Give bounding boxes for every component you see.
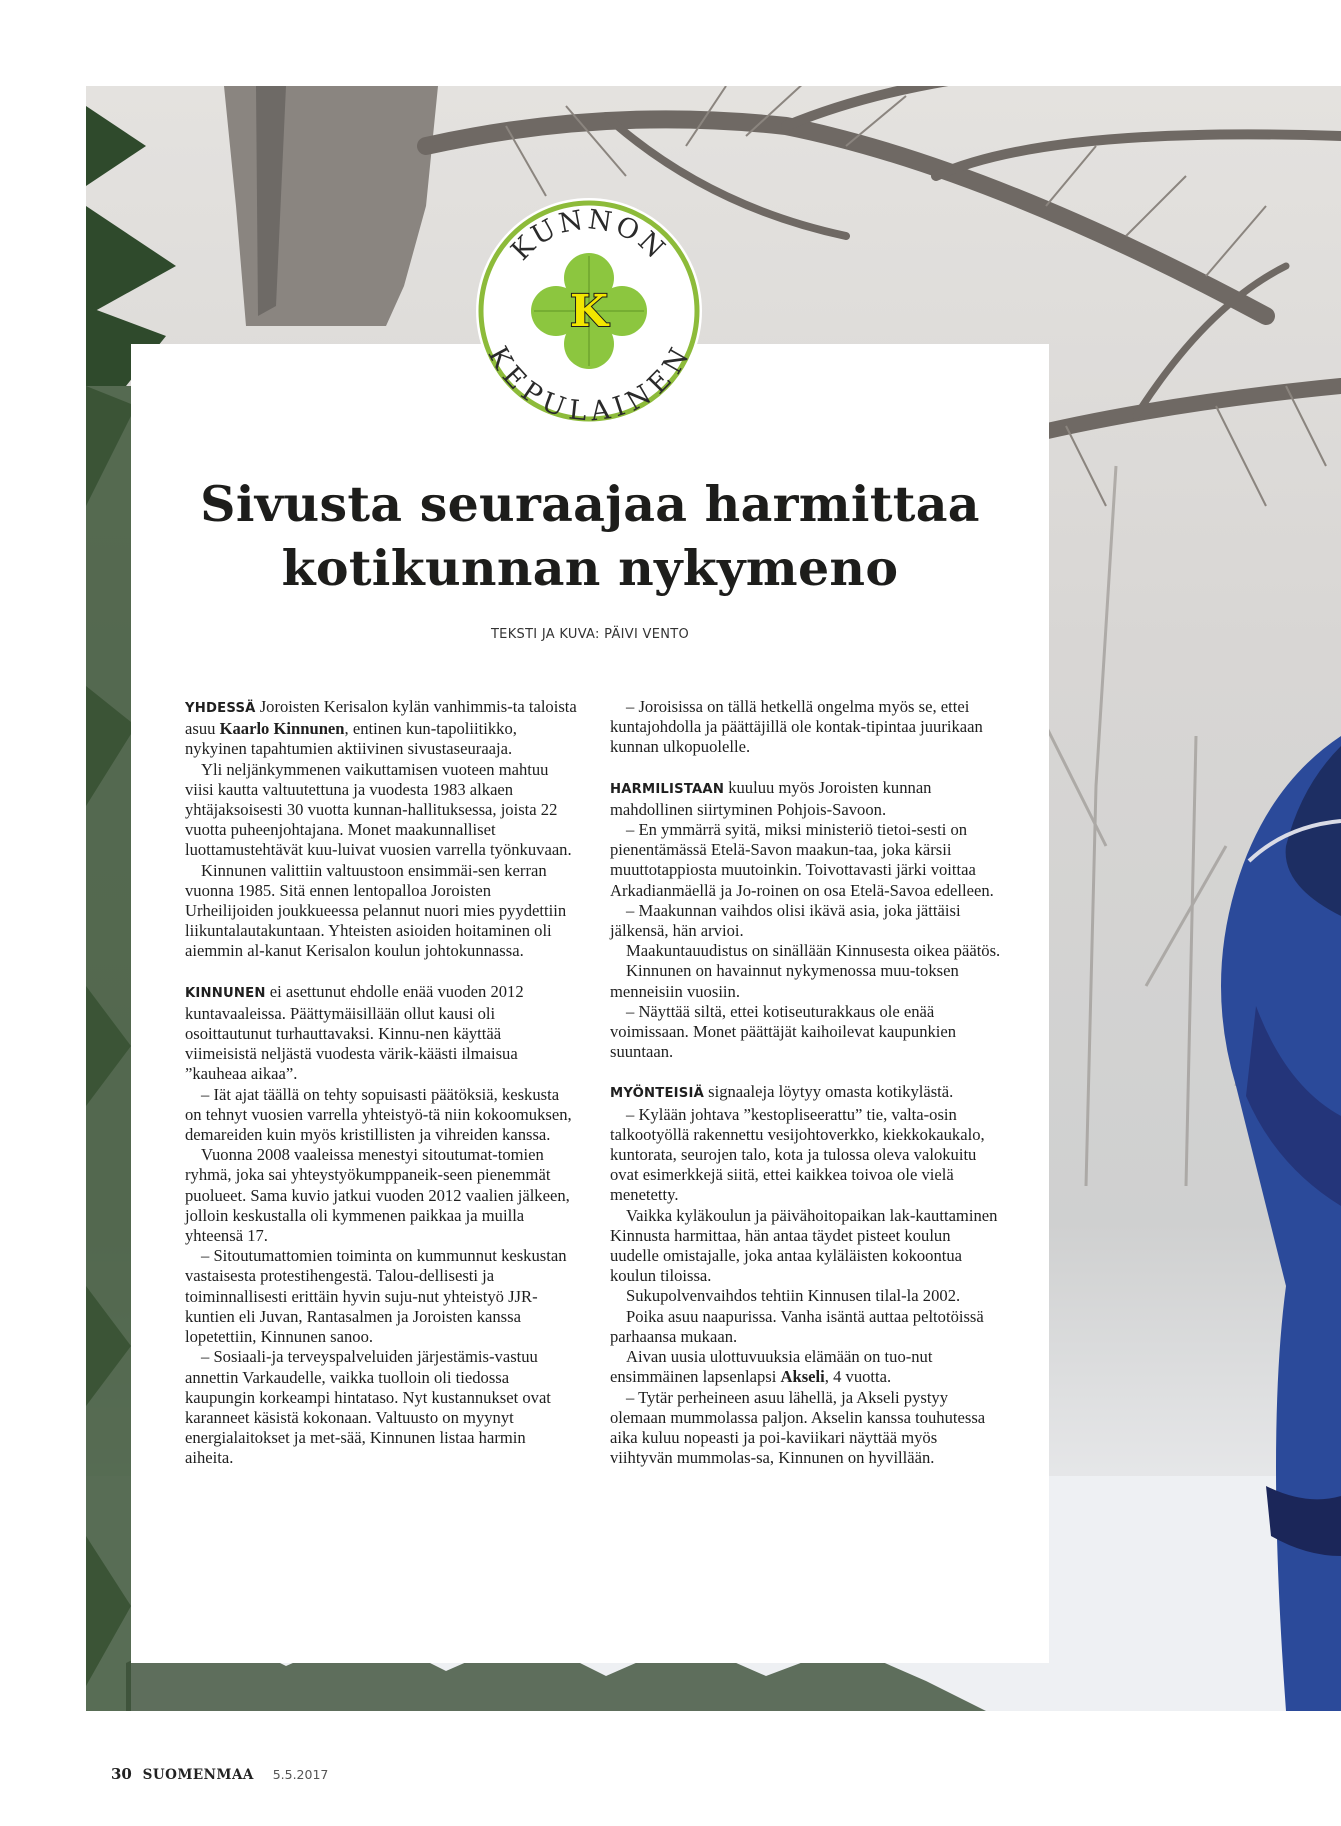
title-line-1: Sivusta seuraajaa harmittaa [200, 475, 980, 533]
paragraph: – Maakunnan vaihdos olisi ikävä asia, joka jättäisi jälkensä, hän arvioi. [610, 900, 961, 941]
person-name: Akseli [780, 1367, 825, 1387]
lead-word: KINNUNEN [185, 985, 266, 1001]
lead-word: MYÖNTEISIÄ [610, 1086, 704, 1102]
svg-text:K: K [569, 286, 609, 337]
badge-top-text: KUNNON [505, 204, 673, 267]
kunnon-kepulainen-badge [474, 196, 704, 426]
person-name: Kaarlo Kinnunen [219, 719, 345, 739]
byline: TEKSTI JA KUVA: PÄIVI VENTO [490, 627, 690, 642]
page-number: 30 [111, 1765, 132, 1783]
paragraph: Vuonna 2008 vaaleissa menestyi sitoutumat-tomien ryhmä, joka sai yhteystyökumppaneik-seen pienemmät puolueet. Sama kuvio jatkui vuoden 2012 vaalien jälkeen, jolloin keskustalla oli kymmenen paikkaa ja muilla yhteensä 17. [185, 1145, 570, 1246]
paragraph: – Näyttää siltä, ettei kotiseuturakkaus ole enää voimissaan. Monet päättäjät kaihoilevat kaupunkien suuntaan. [610, 1001, 957, 1062]
magazine-name: SUOMENMAA [142, 1767, 254, 1783]
paragraph: – Tytär perheineen asuu lähellä, ja Akseli pystyy olemaan mummolassa paljon. Akselin kanssa touhutessa aika kuluu nopeasti ja poi-kaviikari näyttää myös viihtyvän mummolas-sa, Kinnunen on hyvillään. [610, 1387, 986, 1468]
paragraph: HARMILISTAAN kuuluu myös Joroisten kunnan mahdollinen siirtyminen Pohjois-Savoon. [610, 777, 932, 819]
article-column-right [610, 697, 1002, 1468]
paragraph: Poika asuu naapurissa. Vanha isäntä auttaa peltotöissä parhaansa mukaan. [610, 1306, 984, 1346]
paragraph: Kinnunen valittiin valtuustoon ensimmäi-sen kerran vuonna 1985. Sitä ennen lentopalloa Joroisten Urheilijoiden joukkueessa pelannut nuori mies pyydettiin liikuntalautakuntaan. Yhteisten asioiden hoitaminen oli aiemmin al-kanut Kerisalon koulun johtokunnassa. [185, 860, 567, 961]
paragraph: Maakuntauudistus on sinällään Kinnusesta oikea päätös. [626, 941, 1001, 961]
paragraph: – Iät ajat täällä on tehty sopuisasti päätöksiä, keskusta on tehnyt vuosien varrella yhteistyö-tä niin kokoomuksen, demareiden kuin myös kristillisten ja vihreiden kanssa. [185, 1084, 572, 1145]
paragraph: Sukupolvenvaihdos tehtiin Kinnusen tilal-la 2002. [626, 1286, 961, 1306]
lead-word: HARMILISTAAN [610, 781, 725, 797]
paragraph: – Kylään johtava ”kestopliseerattu” tie, valta-osin talkootyöllä rakennettu vesijohtoverkko, kiekkokaukalo, kuntorata, seurojen talo, kota ja tulossa oleva valokuitu ovat esimerkkejä siitä, ettei kaikkea toivoa ole vielä menetetty. [610, 1104, 985, 1205]
article-title [131, 472, 1049, 600]
paragraph: Kinnunen on havainnut nykymenossa muu-toksen menneisiin vuosiin. [610, 961, 959, 1001]
paragraph: – Sosiaali-ja terveyspalveluiden järjestämis-vastuu annettin Varkaudelle, vaikka tuolloin oli tiedossa kaupungin korkeampi hintataso. Nyt kustannukset ovat karanneet käsistä kokonaan. Valtuusto on myynyt energialaitokset ja met-sää, Kinnunen listaa harmin aiheita. [185, 1347, 551, 1468]
paragraph: MYÖNTEISIÄ signaaleja löytyy omasta kotikylästä. [610, 1082, 954, 1102]
article-column-left [185, 697, 577, 1469]
paragraph: – Sitoutumattomien toiminta on kummunnut keskustan vastaisesta protestihengestä. Talou-dellisesti ja toiminnallisesti erittäin hyvin suju-nut yhteistyö JJR-kuntien eli Juvan, Rantasalmen ja Joroisten kanssa lopetettiin, Kinnunen sanoo. [185, 1246, 567, 1347]
title-line-2: kotikunnan nykymeno [281, 539, 899, 597]
lead-word: YHDESSÄ [185, 701, 256, 716]
paragraph: YHDESSÄ Joroisten Kerisalon kylän vanhimmis-ta taloista asuu Kaarlo Kinnunen, entinen kun-tapoliitikko, nykyinen tapahtumien aktiivinen sivustaseuraaja. [185, 697, 577, 759]
paragraph: Aivan uusia ulottuvuuksia elämään on tuo-nut ensimmäinen lapsenlapsi Akseli, 4 vuotta. [610, 1347, 933, 1387]
paragraph: Yli neljänkymmenen vaikuttamisen vuoteen mahtuu viisi kautta valtuutettuna ja vuodesta 1983 alkaen yhtäjaksoisesti 30 vuotta kunnan-hallituksessa, joista 22 vuotta puheenjohtajana. Monet maakunnalliset luottamustehtävät kuu-luivat vuosien varrella työnkuvaan. [185, 759, 572, 860]
paragraph: Vaikka kyläkoulun ja päivähoitopaikan lak-kauttaminen Kinnusta harmittaa, hän antaa täydet pisteet koulun uudelle omistajalle, joka antaa kyläläisten kokoontua koulun tiloissa. [610, 1205, 998, 1286]
badge-bottom-text: KEPULAINEN [481, 341, 697, 426]
issue-date: 5.5.2017 [272, 1767, 329, 1782]
paragraph: KINNUNEN ei asettunut ehdolle enää vuoden 2012 kuntavaaleissa. Päättymäisillään ollut kausi oli osoittautunut turhauttavaksi. Kinnu-nen käyttää viimeisistä neljästä vuodesta värik-käästi ilmaisua ”kauheaa aikaa”. [185, 981, 524, 1084]
page-footer [111, 1765, 328, 1783]
paragraph: – Joroisissa on tällä hetkellä ongelma myös se, ettei kuntajohdolla ja päättäjillä ole kontak-tipintaa juurikaan kunnan ulkopuolelle. [610, 697, 983, 757]
paragraph: – En ymmärrä syitä, miksi ministeriö tietoi-sesti on pienentämässä Etelä-Savon maakun-taa, joka kärsii muuttotappiosta muutoinkin. Toivottavasti järki voittaa Arkadianmäellä ja Jo-roinen on osa Etelä-Savoa edelleen. [610, 820, 994, 900]
